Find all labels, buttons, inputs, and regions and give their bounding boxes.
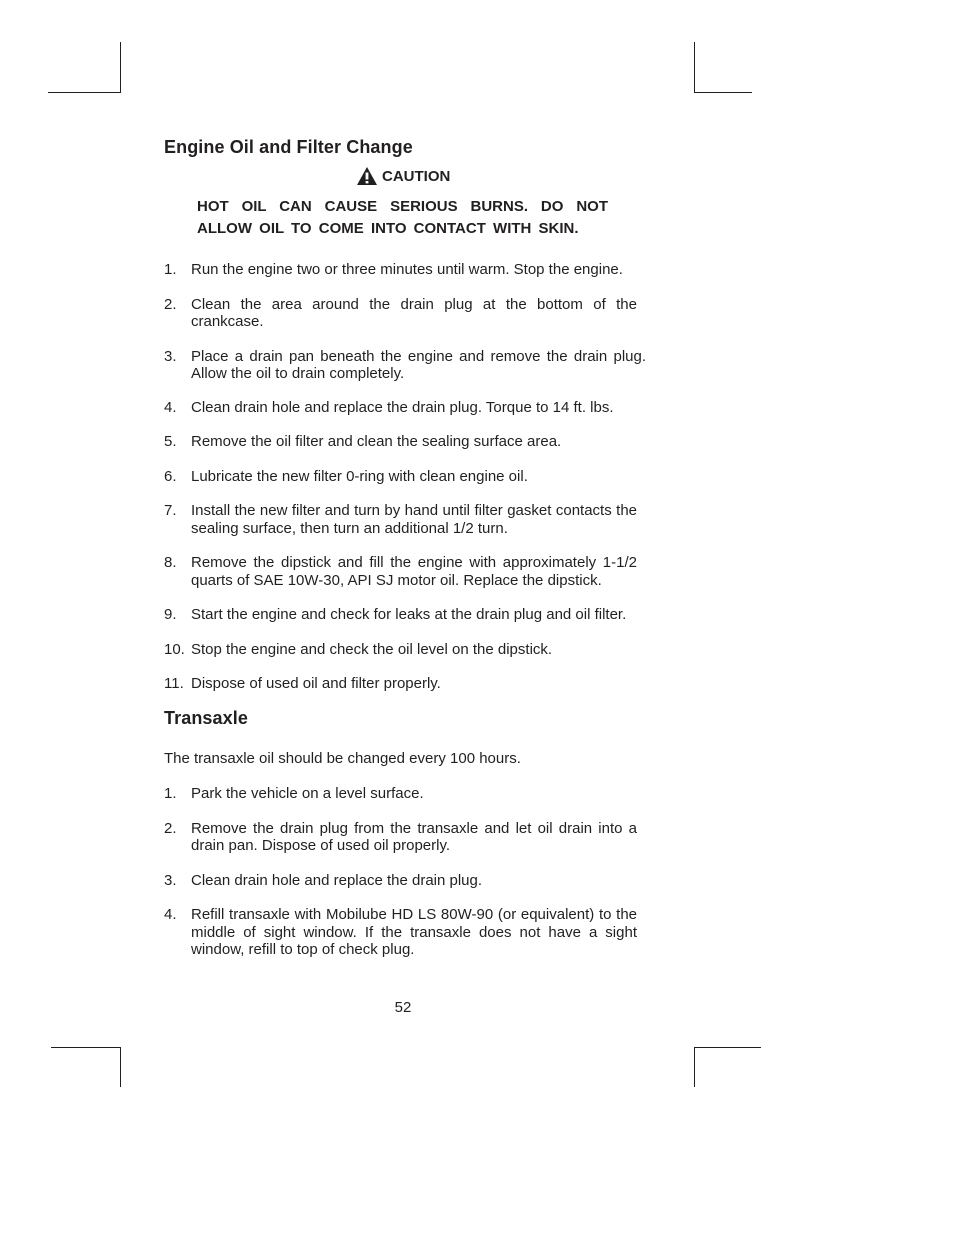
caution-label-text: CAUTION [382, 167, 451, 185]
crop-mark-bottom-right-vertical [694, 1047, 695, 1087]
list-item: 2. Clean the area around the drain plug at the bottom of the crankcase. [164, 295, 637, 330]
section-title-transaxle: Transaxle [164, 708, 248, 728]
crop-mark-top-right-horizontal [694, 92, 752, 93]
list-item: 8. Remove the dipstick and fill the engine with approximately 1-1/2 quarts of SAE 10W-30, API SJ motor oil. Replace the dipstick. [164, 554, 637, 589]
page-number: 52 [394, 999, 412, 1016]
crop-mark-bottom-right-horizontal [694, 1047, 761, 1048]
warning-triangle-icon [356, 166, 378, 186]
list-item: 1. Run the engine two or three minutes until warm. Stop the engine. [164, 261, 623, 278]
section-title-engine-oil: Engine Oil and Filter Change [164, 137, 413, 157]
list-item: 7. Install the new filter and turn by hand until filter gasket contacts the sealing surface, then turn an additional 1/2 turn. [164, 502, 637, 537]
list-item: 6. Lubricate the new filter 0-ring with clean engine oil. [164, 467, 528, 485]
list-item: 4. Refill transaxle with Mobilube HD LS 80W-90 (or equivalent) to the middle of sight window. If the transaxle does not have a sight window, refill to top of check plug. [164, 906, 637, 958]
list-item: 3. Clean drain hole and replace the drain plug. [164, 871, 483, 889]
list-item: 9. Start the engine and check for leaks at the drain plug and oil filter. [164, 606, 627, 623]
crop-mark-top-left-vertical [120, 42, 121, 93]
caution-label [356, 166, 450, 186]
crop-mark-top-left-horizontal [48, 92, 120, 93]
crop-mark-bottom-left-horizontal [51, 1047, 121, 1048]
transaxle-intro: The transaxle oil should be changed every 100 hours. [164, 750, 521, 767]
list-item: 4. Clean drain hole and replace the drain plug. Torque to 14 ft. lbs. [164, 398, 614, 416]
list-item: 5. Remove the oil filter and clean the sealing surface area. [164, 433, 562, 450]
caution-text: HOT OIL CAN CAUSE SERIOUS BURNS. DO NOT ALLOW OIL TO COME INTO CONTACT WITH SKIN. [197, 198, 608, 237]
list-item: 11. Dispose of used oil and filter properly. [164, 675, 441, 692]
transaxle-steps-list [164, 785, 638, 959]
list-item: 2. Remove the drain plug from the transaxle and let oil drain into a drain pan. Dispose of used oil properly. [164, 819, 637, 854]
crop-mark-top-right-vertical [694, 42, 695, 93]
crop-mark-bottom-left-vertical [120, 1047, 121, 1087]
list-item: 3. Place a drain pan beneath the engine and remove the drain plug. Allow the oil to drain completely. [164, 347, 646, 382]
engine-steps-list [164, 261, 646, 693]
list-item: 10. Stop the engine and check the oil level on the dipstick. [164, 640, 553, 658]
list-item: 1. Park the vehicle on a level surface. [164, 785, 424, 802]
